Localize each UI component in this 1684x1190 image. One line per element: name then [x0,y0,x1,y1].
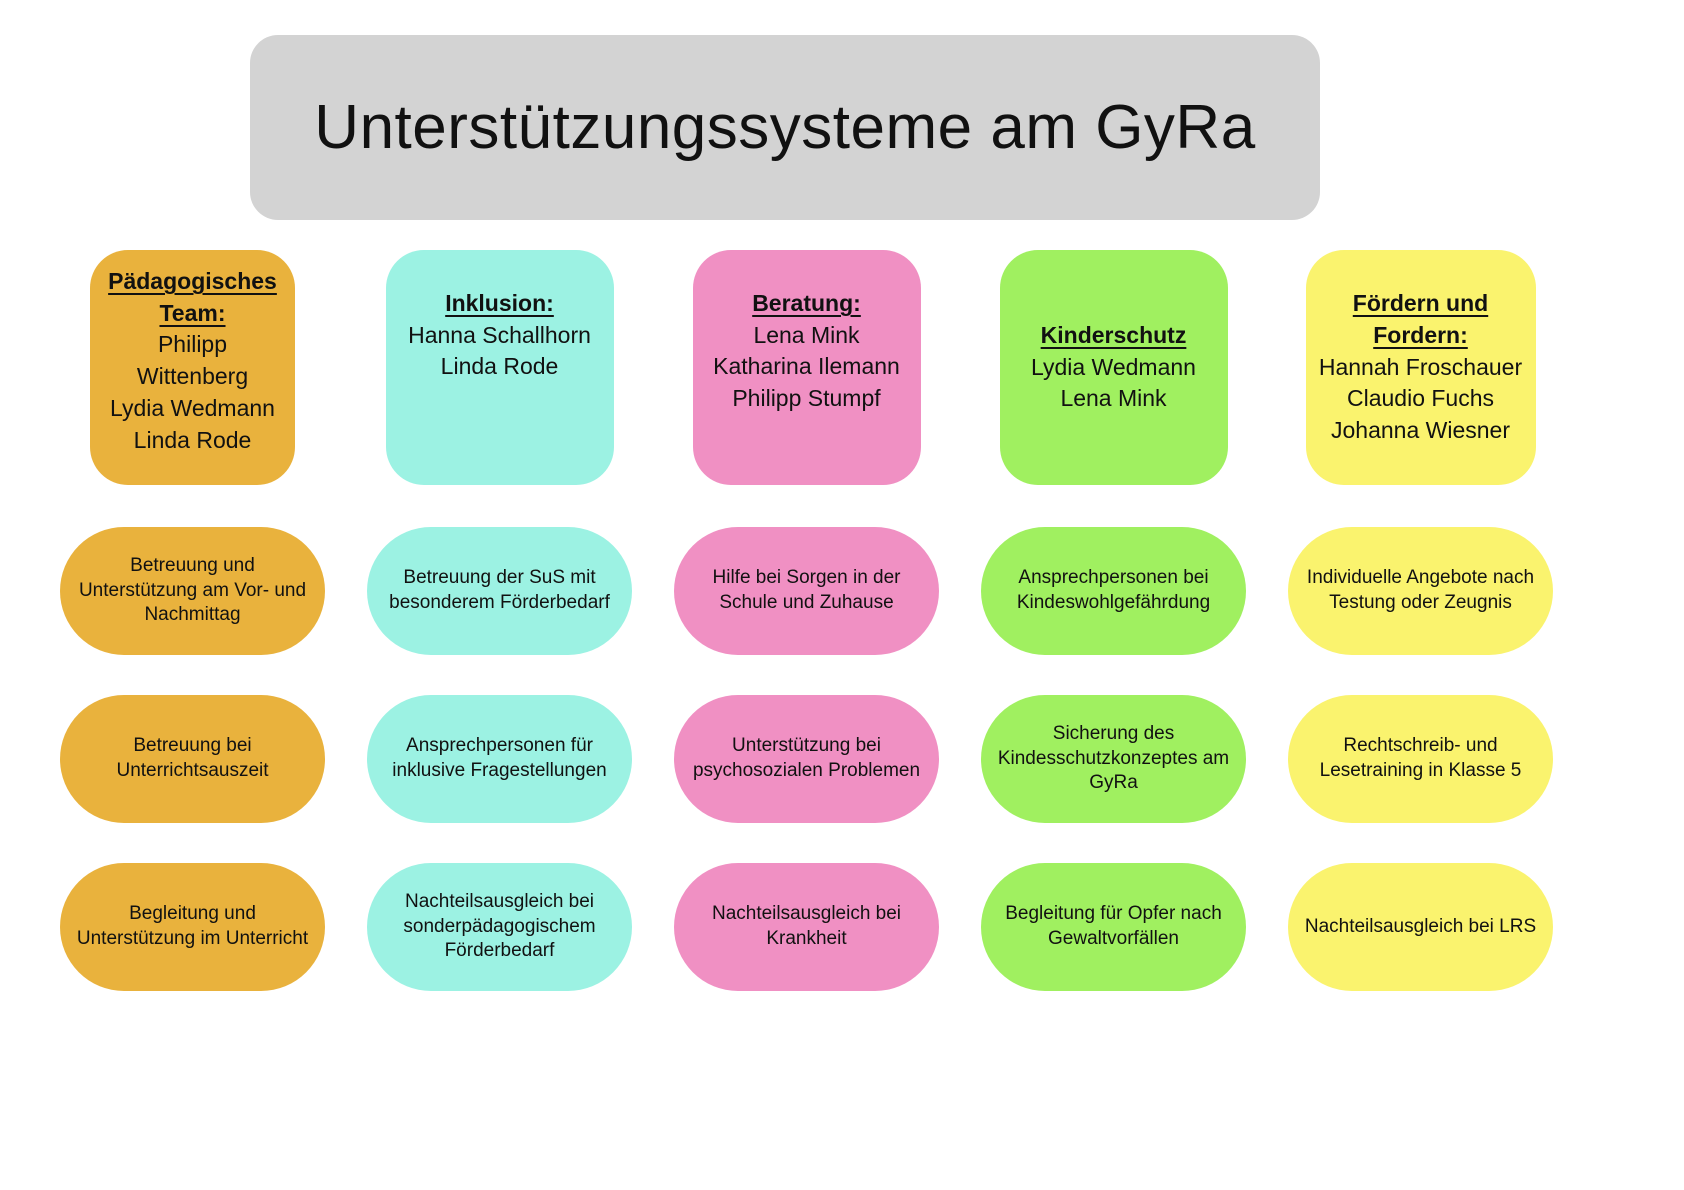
header-box-beratung [693,250,921,485]
member-name: Lena Mink [753,321,860,348]
member-name: Lydia Wedmann [110,394,275,421]
service-pill: Hilfe bei Sorgen in der Schule und Zuhause [674,527,939,655]
column-paedagogisches-team [60,250,325,1031]
column-title: Kinderschutz [1040,321,1187,348]
column-foerdern-und-fordern [1288,250,1553,1031]
member-name: Johanna Wiesner [1331,417,1510,444]
column-title: Fördern und Fordern: [1352,290,1489,348]
service-pill: Ansprechpersonen bei Kindeswohlgefährdung [981,527,1246,655]
service-pill: Nachteilsausgleich bei sonderpädagogischem Förderbedarf [367,863,632,991]
service-pill: Nachteilsausgleich bei LRS [1288,863,1553,991]
columns-grid [60,250,1684,1031]
service-pill: Rechtschreib- und Lesetraining in Klasse 5 [1288,695,1553,823]
column-beratung [674,250,939,1031]
member-name: Linda Rode [440,353,559,380]
column-kinderschutz [981,250,1246,1031]
service-pill: Nachteilsausgleich bei Krankheit [674,863,939,991]
member-name: Lydia Wedmann [1031,353,1196,380]
member-name: Claudio Fuchs [1346,385,1495,412]
service-pill: Begleitung für Opfer nach Gewaltvorfällen [981,863,1246,991]
header-box-foerdern-und-fordern [1306,250,1536,485]
member-name: Linda Rode [133,426,252,453]
column-title: Beratung: [752,290,861,316]
header-box-kinderschutz [1000,250,1228,485]
service-pill: Begleitung und Unterstützung im Unterricht [60,863,325,991]
header-box-inklusion [386,250,614,485]
service-pill: Unterstützung bei psychosozialen Problemen [674,695,939,823]
header-box-paedagogisches-team [90,250,295,485]
member-name: Philipp Wittenberg [136,331,249,390]
member-name: Lena Mink [1060,385,1167,412]
page-title: Unterstützungssysteme am GyRa [314,93,1256,162]
service-pill: Ansprechpersonen für inklusive Fragestellungen [367,695,632,823]
service-pill: Betreuung der SuS mit besonderem Förderbedarf [367,527,632,655]
service-pill: Betreuung bei Unterrichtsauszeit [60,695,325,823]
member-name: Philipp Stumpf [732,385,881,412]
column-title: Inklusion: [445,290,554,316]
service-pill: Sicherung des Kindesschutzkonzeptes am GyRa [981,695,1246,823]
member-name: Katharina Ilemann [713,353,900,380]
title-banner [250,35,1320,220]
service-pill: Individuelle Angebote nach Testung oder Zeugnis [1288,527,1553,655]
service-pill: Betreuung und Unterstützung am Vor- und Nachmittag [60,527,325,655]
member-name: Hannah Froschauer [1318,353,1523,380]
column-title: Pädagogisches Team: [108,268,277,326]
column-inklusion [367,250,632,1031]
member-name: Hanna Schallhorn [408,321,591,348]
